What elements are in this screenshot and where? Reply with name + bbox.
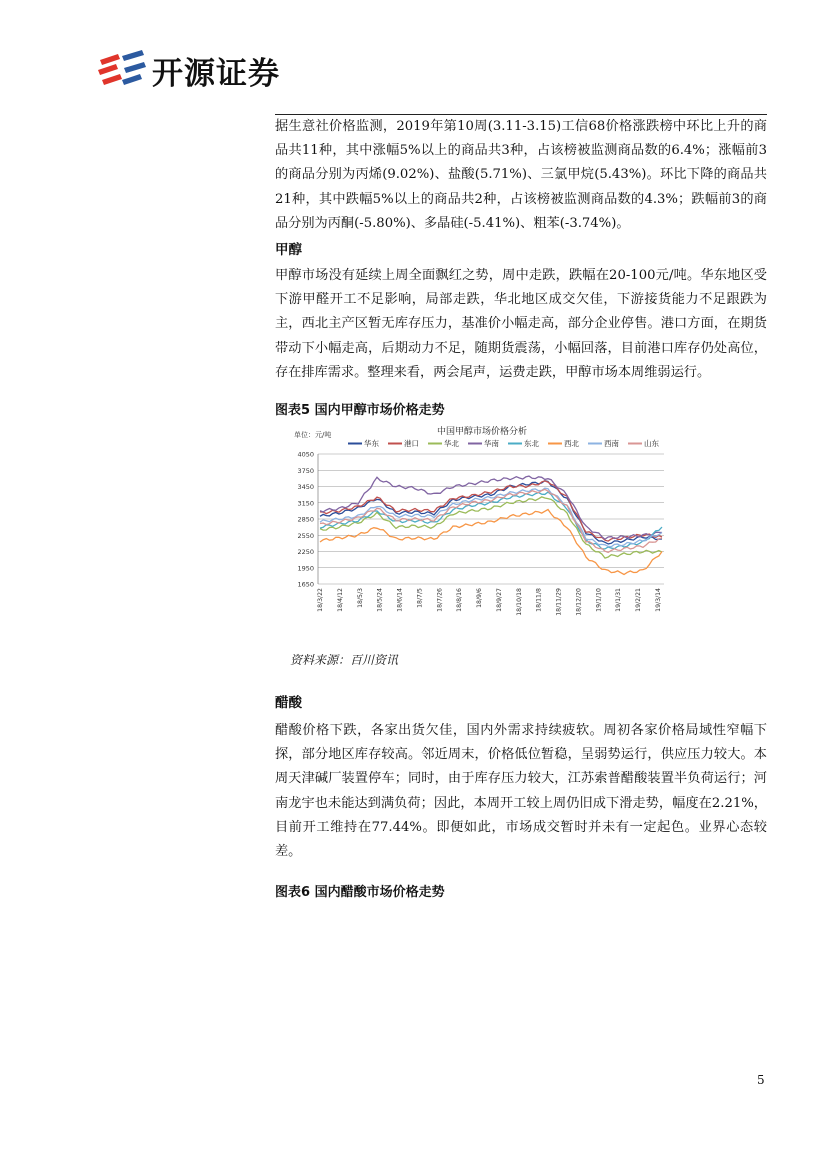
legend-label: 华东: [364, 439, 379, 448]
y-tick-label: 2250: [297, 548, 314, 556]
y-tick-label: 4050: [297, 450, 314, 459]
chart-ylabel: 单位：元/吨: [294, 431, 332, 439]
section-heading-acetic-acid: 醋酸: [275, 695, 302, 711]
y-tick-label: 2550: [297, 531, 314, 540]
x-tick-label: 18/10/18: [515, 588, 523, 616]
legend-label: 西北: [564, 439, 579, 448]
x-tick-label: 18/8/16: [456, 588, 464, 612]
x-tick-label: 18/9/27: [495, 588, 503, 612]
x-tick-label: 19/1/10: [595, 588, 603, 612]
y-tick-label: 3150: [297, 499, 314, 508]
legend-label: 东北: [524, 439, 539, 448]
x-tick-label: 19/3/14: [655, 588, 662, 612]
x-tick-label: 18/11/8: [535, 588, 543, 612]
x-tick-label: 19/2/21: [635, 588, 643, 612]
chart-title: 中国甲醇市场价格分析: [436, 427, 528, 437]
x-tick-label: 18/6/14: [396, 588, 404, 612]
company-logo: [96, 46, 336, 90]
x-tick-label: 19/1/31: [615, 588, 623, 612]
y-tick-label: 1950: [297, 564, 314, 573]
legend-label: 华南: [484, 439, 499, 448]
y-tick-label: 1650: [297, 580, 314, 589]
acetic-acid-paragraph: 醋酸价格下跌，各家出货欠佳，国内外需求持续疲软。周初各家价格局域性窄幅下探，部分地区库存较高。邻近周末，价格低位暂稳，呈弱势运行，供应压力较大。本周天津碱厂装置停车；同时，由于库存压力较大，江苏索普醋酸装置半负荷运行；河南龙宇也未能达到满负荷；因此，本周开工较上周仍旧成下滑走势，幅度在2.21%，目前开工维持在77.44%。即便如此，市场成交暂时并未有一定起色。业界心态较差。: [275, 723, 767, 860]
page-number: 5: [757, 1073, 765, 1087]
x-tick-label: 18/12/20: [575, 588, 583, 616]
x-tick-label: 18/11/29: [555, 588, 563, 616]
methanol-price-chart: [282, 424, 672, 634]
x-tick-label: 18/3/22: [317, 588, 324, 612]
figure-caption-6: 图表6 国内醋酸市场价格走势: [275, 885, 445, 900]
figure-caption-5: 图表5 国内甲醇市场价格走势: [275, 403, 445, 418]
x-tick-label: 18/5/24: [376, 588, 384, 612]
x-tick-label: 18/5/3: [356, 588, 364, 608]
intro-paragraph: 据生意社价格监测，2019年第10周(3.11-3.15)工信68价格涨跌榜中环比上升的商品共11种，其中涨幅5%以上的商品共3种，占该榜被监测商品数的6.4%；涨幅前3的商品分别为丙烯(9.02%)、盐酸(5.71%)、三氯甲烷(5.43%)。环比下降的商品共21种，其中跌幅5%以上的商品共2种，占该榜被监测商品数的4.3%；跌幅前3的商品分别为丙酮(-5.80%)、多晶硅(-5.41%)、粗苯(-3.74%)。: [275, 119, 767, 231]
y-tick-label: 2850: [297, 515, 314, 524]
x-tick-label: 18/4/12: [336, 588, 344, 612]
source-note: 资料来源：百川资讯: [290, 653, 399, 667]
legend-label: 西南: [604, 439, 619, 448]
x-tick-label: 18/7/26: [436, 588, 444, 612]
legend-label: 港口: [404, 439, 419, 448]
y-tick-label: 3750: [297, 466, 314, 475]
legend-label: 华北: [444, 439, 459, 448]
y-tick-label: 3450: [297, 483, 314, 491]
section-heading-methanol: 甲醇: [275, 242, 302, 258]
company-name: 开源证券: [152, 56, 280, 92]
logo-mark-icon: [96, 46, 150, 90]
x-tick-label: 18/7/5: [416, 588, 424, 608]
chart-svg: [282, 424, 672, 634]
chart-y-ticks: [297, 451, 314, 589]
x-tick-label: 18/9/6: [476, 588, 484, 608]
methanol-paragraph: 甲醇市场没有延续上周全面飘红之势，周中走跌，跌幅在20-100元/吨。华东地区受下游甲醛开工不足影响，局部走跌，华北地区成交欠佳，下游接货能力不足跟跌为主，西北主产区暂无库存压力，基准价小幅走高，部分企业停售。港口方面，在期货带动下小幅走高，后期动力不足，随期货震荡，小幅回落，目前港口库存仍处高位，存在排库需求。整理来看，两会尾声，运费走跌，甲醇市场本周维弱运行。: [275, 268, 767, 380]
legend-label: 山东: [644, 439, 659, 448]
